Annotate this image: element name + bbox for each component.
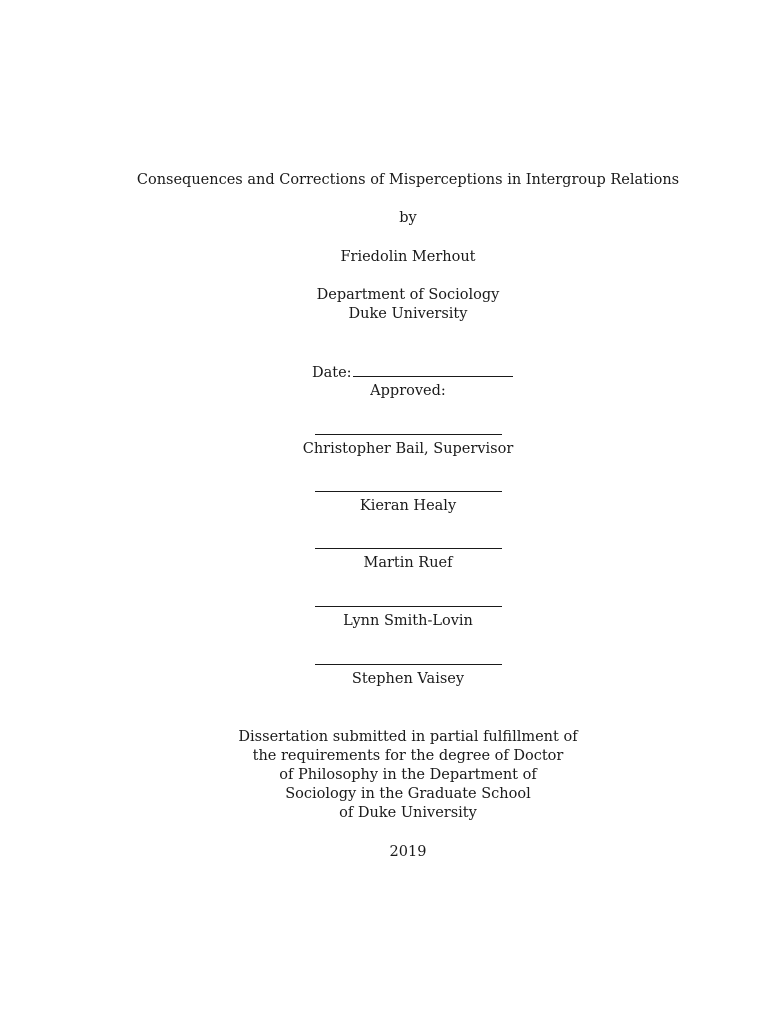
statement-line: the requirements for the degree of Doctor — [252, 748, 564, 764]
university-name: Duke University — [348, 306, 468, 322]
dissertation-title: Consequences and Corrections of Misperceptions in Intergroup Relations — [136, 172, 680, 188]
date-row — [312, 362, 513, 383]
author-name: Friedolin Merhout — [340, 249, 476, 265]
date-label: Date: — [312, 365, 352, 381]
committee-member: Stephen Vaisey — [351, 671, 465, 687]
signature-line — [315, 606, 502, 607]
committee-member: Martin Ruef — [363, 555, 453, 571]
statement-line: of Duke University — [339, 805, 477, 821]
committee-member: Christopher Bail, Supervisor — [302, 441, 514, 457]
date-blank-line — [353, 362, 513, 377]
signature-line — [315, 491, 502, 492]
committee-member: Kieran Healy — [359, 498, 457, 514]
approved-label: Approved: — [370, 383, 446, 399]
by-line: by — [399, 210, 417, 226]
committee-member: Lynn Smith-Lovin — [343, 613, 473, 629]
statement-line: Dissertation submitted in partial fulfillment of — [238, 729, 578, 745]
signature-line — [315, 664, 502, 665]
signature-line — [315, 548, 502, 549]
statement-line: Sociology in the Graduate School — [285, 786, 531, 802]
year: 2019 — [389, 844, 427, 860]
department-name: Department of Sociology — [316, 287, 500, 303]
signature-line — [315, 434, 502, 435]
statement-line: of Philosophy in the Department of — [279, 767, 537, 783]
